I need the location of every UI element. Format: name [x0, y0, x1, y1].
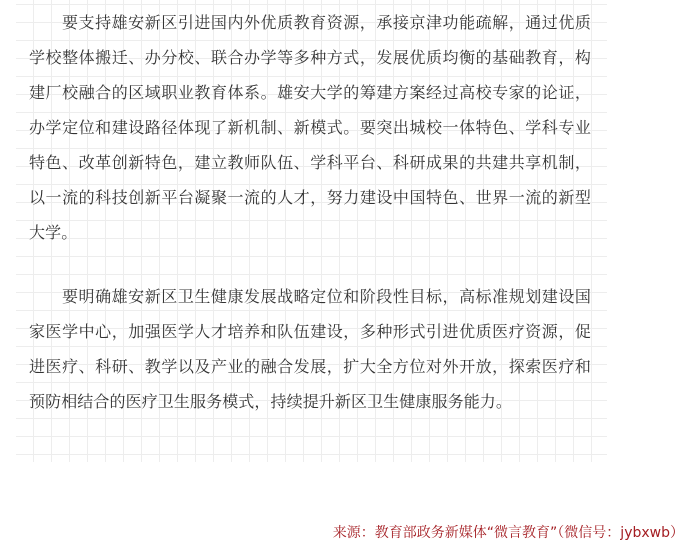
article-body [16, 0, 607, 462]
source-attribution: 来源：教育部政务新媒体“微言教育”（微信号：jybxwb） [332, 525, 684, 541]
paragraph-education: 要支持雄安新区引进国内外优质教育资源，承接京津功能疏解，通过优质学校整体搬迁、办分校、联合办学等多种方式，发展优质均衡的基础教育，构建厂校融合的区域职业教育体系。雄安大学的筹建方案经过高校专家的论证，办学定位和建设路径体现了新机制、新模式。要突出城校一体特色、学科专业特色、改革创新特色，建立教师队伍、学科平台、科研成果的共建共享机制，以一流的科技创新平台凝聚一流的人才，努力建设中国特色、世界一流的新型大学。 [29, 13, 591, 242]
paragraph-healthcare: 要明确雄安新区卫生健康发展战略定位和阶段性目标，高标准规划建设国家医学中心，加强医学人才培养和队伍建设，多种形式引进优质医疗资源，促进医疗、科研、教学以及产业的融合发展，扩大全方位对外开放，探索医疗和预防相结合的医疗卫生服务模式，持续提升新区卫生健康服务能力。 [29, 287, 591, 411]
